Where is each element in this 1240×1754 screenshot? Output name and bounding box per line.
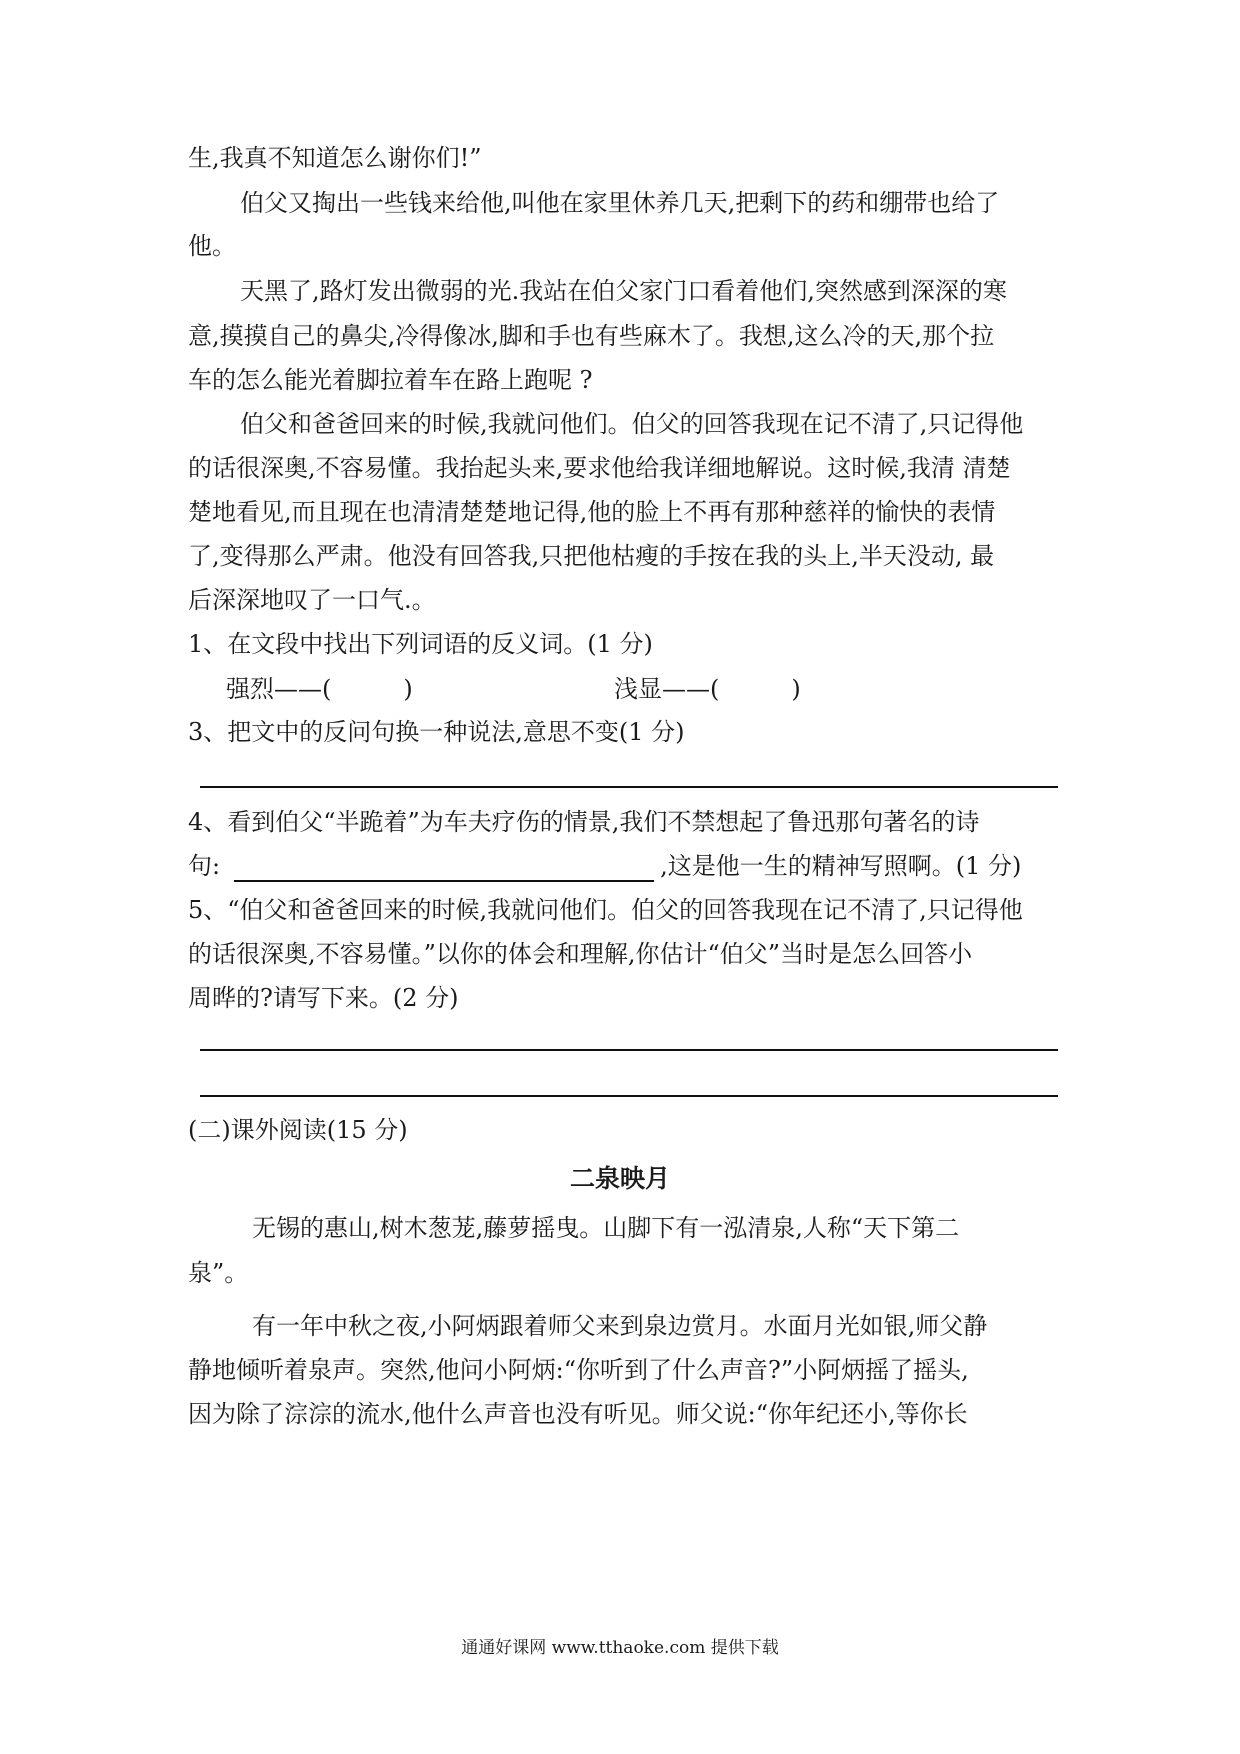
passage-line: 意,摸摸自己的鼻尖,冷得像冰,脚和手也有些麻木了。我想,这么冷的天,那个拉: [188, 322, 995, 350]
question-5: 的话很深奥,不容易懂。”以你的体会和理解,你估计“伯父”当时是怎么回答小: [188, 940, 973, 968]
page-footer: 通通好课网 www.tthaoke.com 提供下载: [461, 1638, 779, 1658]
answer-line[interactable]: [200, 786, 1058, 788]
section-heading: (二)课外阅读(15 分): [188, 1116, 408, 1144]
question-4-fill: [188, 850, 1021, 882]
passage-line: 了,变得那么严肃。他没有回答我,只把他枯瘦的手按在我的头上,半天没动, 最: [188, 542, 995, 570]
passage-line: 车的怎么能光着脚拉着车在路上跑呢 ?: [188, 366, 593, 394]
passage-line: 楚地看见,而且现在也清清楚楚地记得,他的脸上不再有那种慈祥的愉快的表情: [188, 498, 996, 526]
article-line: 泉”。: [188, 1259, 249, 1287]
question-5: 5、“伯父和爸爸回来的时候,我就问他们。伯父的回答我现在记不清了,只记得他: [188, 896, 1023, 924]
passage-line: 他。: [188, 232, 236, 260]
answer-line[interactable]: [200, 1049, 1058, 1051]
article-title: 二泉映月: [569, 1164, 670, 1193]
passage-line: 天黑了,路灯发出微弱的光.我站在伯父家门口看着他们,突然感到深深的寒: [240, 277, 1007, 305]
answer-blank[interactable]: [234, 854, 654, 882]
passage-line: 伯父又掏出一些钱来给他,叫他在家里休养几天,把剩下的药和绷带也给了: [240, 189, 1000, 217]
passage-line: 生,我真不知道怎么谢你们!”: [188, 144, 482, 172]
article-line: 静地倾听着泉声。突然,他问小阿炳:“你听到了什么声音?”小阿炳摇了摇头,: [188, 1356, 969, 1384]
article-line: 无锡的惠山,树木葱茏,藤萝摇曳。山脚下有一泓清泉,人称“天下第二: [252, 1214, 960, 1242]
question-4-suffix: ,这是他一生的精神写照啊。(1 分): [660, 852, 1022, 880]
passage-line: 伯父和爸爸回来的时候,我就问他们。伯父的回答我现在记不清了,只记得他: [240, 410, 1024, 438]
question-4: 4、看到伯父“半跪着”为车夫疗伤的情景,我们不禁想起了鲁迅那句著名的诗: [188, 808, 980, 836]
passage-line: 的话很深奥,不容易懂。我抬起头来,要求他给我详细地解说。这时候,我清 清楚: [188, 454, 1011, 482]
answer-line[interactable]: [200, 1095, 1058, 1097]
question-5: 周晔的?请写下来。(2 分): [188, 984, 459, 1012]
article-line: 有一年中秋之夜,小阿炳跟着师父来到泉边赏月。水面月光如银,师父静: [252, 1312, 988, 1340]
question-1-item-a: 强烈——( ): [226, 675, 413, 703]
article-line: 因为除了淙淙的流水,他什么声音也没有听见。师父说:“你年纪还小,等你长: [188, 1400, 968, 1428]
question-1-item-b: 浅显——( ): [614, 675, 801, 703]
question-4-prefix: 句:: [188, 852, 221, 880]
question-3: 3、把文中的反问句换一种说法,意思不变(1 分): [188, 718, 685, 746]
passage-line: 后深深地叹了一口气.。: [188, 586, 436, 614]
question-1: 1、在文段中找出下列词语的反义词。(1 分): [188, 630, 653, 658]
